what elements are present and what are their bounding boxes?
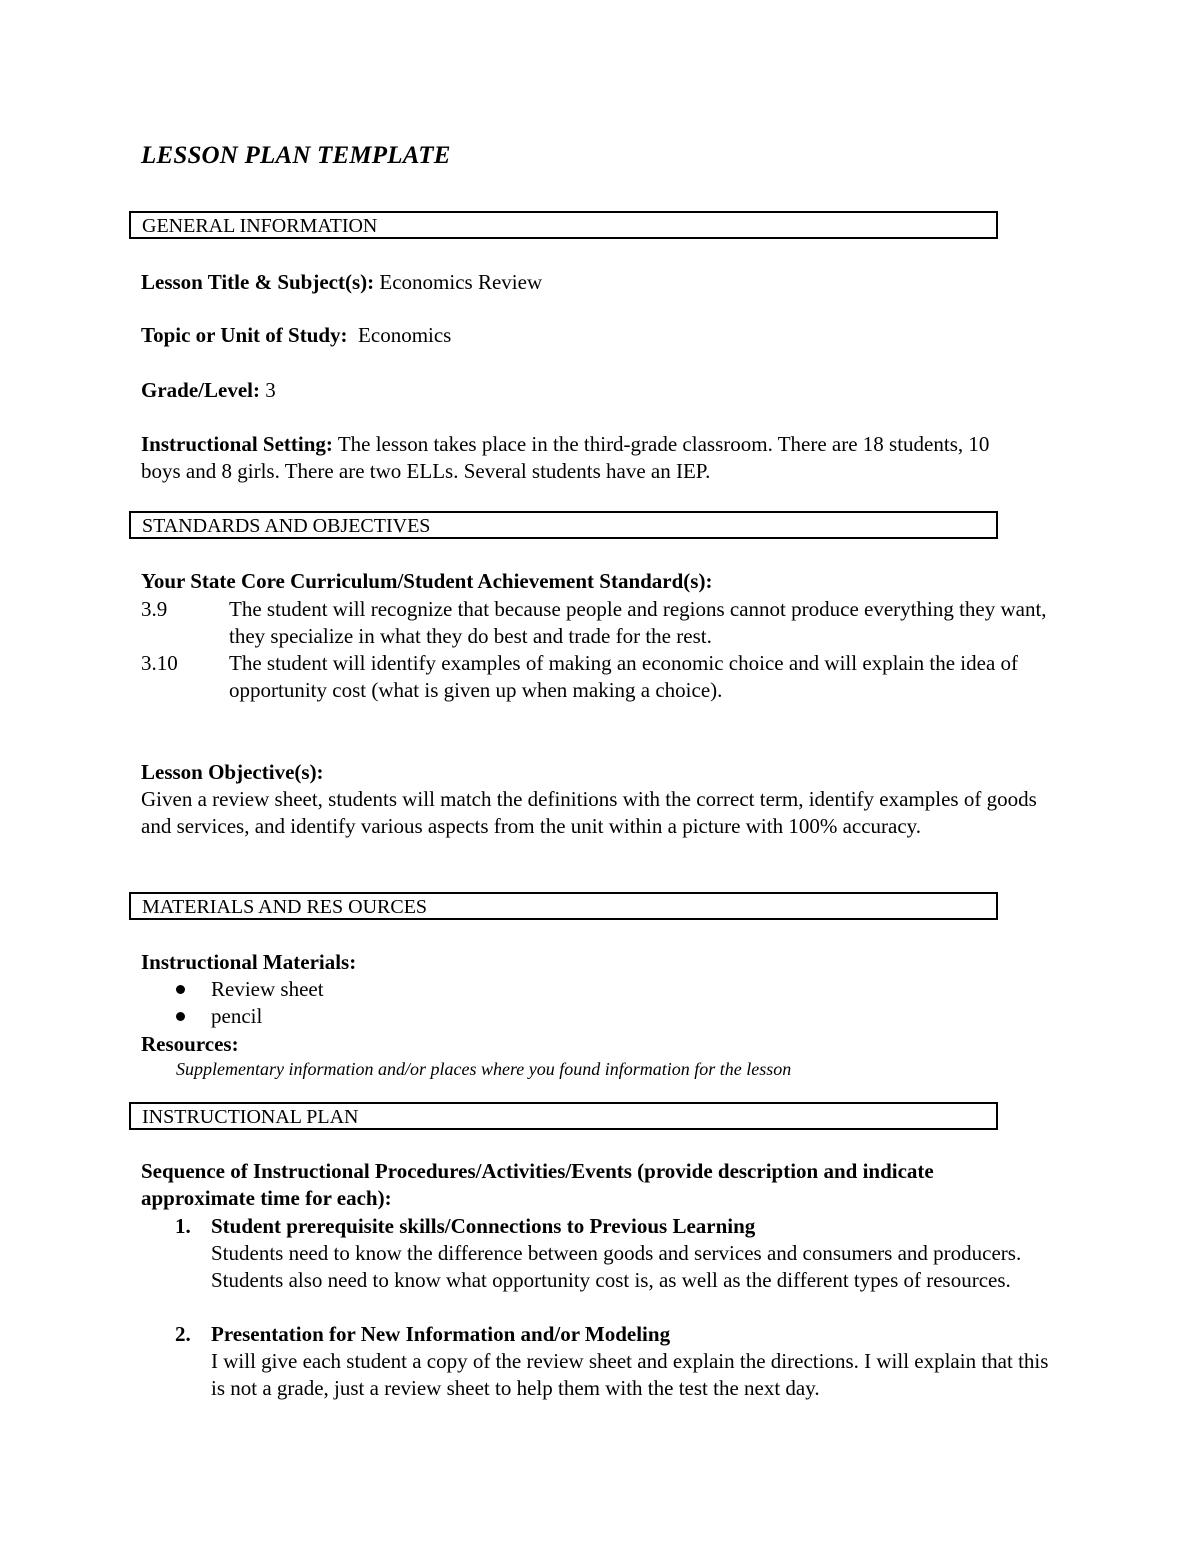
materials-header: MATERIALS AND RES OURCES: [129, 892, 998, 920]
instructional-setting: [141, 431, 1001, 485]
grade-row: [141, 377, 276, 404]
lesson-objective-text: Given a review sheet, students will match the definitions with the correct term, identify examples of goods and services, and identify various aspects from the unit within a picture with 100% accuracy.: [141, 787, 1037, 838]
standard-number: 3.9: [141, 597, 168, 621]
step-body: Students need to know the difference between goods and services and consumers and producers. Students also need to know what opportunity cost is, as well as the different types of resources.: [211, 1241, 1022, 1292]
list-item-text: Review sheet: [211, 977, 324, 1001]
topic-row: [141, 322, 451, 349]
standard-text: The student will recognize that because people and regions cannot produce everything they want, they specialize in what they do best and trade for the rest.: [229, 597, 1047, 648]
step-number: 2.: [175, 1322, 191, 1346]
bullet-icon: [176, 1012, 185, 1021]
lesson-title-row: [141, 269, 542, 296]
topic-value: Economics: [358, 323, 452, 347]
standards-header: STANDARDS AND OBJECTIVES: [129, 511, 998, 539]
general-information-header: GENERAL INFORMATION: [129, 211, 998, 239]
core-standards-label: Your State Core Curriculum/Student Achievement Standard(s):: [141, 569, 713, 593]
lesson-objective-label: Lesson Objective(s):: [141, 760, 324, 784]
list-item-text: pencil: [211, 1004, 263, 1028]
instructional-plan-header: INSTRUCTIONAL PLAN: [129, 1102, 998, 1130]
grade-label: Grade/Level:: [141, 378, 260, 402]
resources-note: Supplementary information and/or places where you found information for the lesson: [176, 1059, 792, 1079]
lesson-title-value: Economics Review: [379, 270, 543, 294]
step-body: I will give each student a copy of the review sheet and explain the directions. I will explain that this is not a grade, just a review sheet to help them with the test the next day.: [211, 1349, 1049, 1400]
instructional-materials-label: Instructional Materials:: [141, 950, 357, 974]
sequence-label: Sequence of Instructional Procedures/Activities/Events (provide description and indicate approximate time for each):: [141, 1159, 934, 1210]
bullet-icon: [176, 985, 185, 994]
step-heading: Student prerequisite skills/Connections to Previous Learning: [211, 1214, 756, 1238]
setting-value: The lesson takes place in the third-grade classroom. There are 18 students, 10 boys and 8 girls. There are two ELLs. Several students have an IEP.: [141, 432, 990, 483]
topic-label: Topic or Unit of Study:: [141, 323, 348, 347]
resources-label: Resources:: [141, 1032, 239, 1056]
step-heading: Presentation for New Information and/or Modeling: [211, 1322, 671, 1346]
lesson-title-label: Lesson Title & Subject(s):: [141, 270, 375, 294]
standard-number: 3.10: [141, 651, 178, 675]
grade-value: 3: [265, 378, 276, 402]
step-number: 1.: [175, 1214, 191, 1238]
standard-text: The student will identify examples of making an economic choice and will explain the idea of opportunity cost (what is given up when making a choice).: [229, 651, 1019, 702]
setting-label: Instructional Setting:: [141, 432, 333, 456]
document-title: LESSON PLAN TEMPLATE: [141, 142, 451, 169]
